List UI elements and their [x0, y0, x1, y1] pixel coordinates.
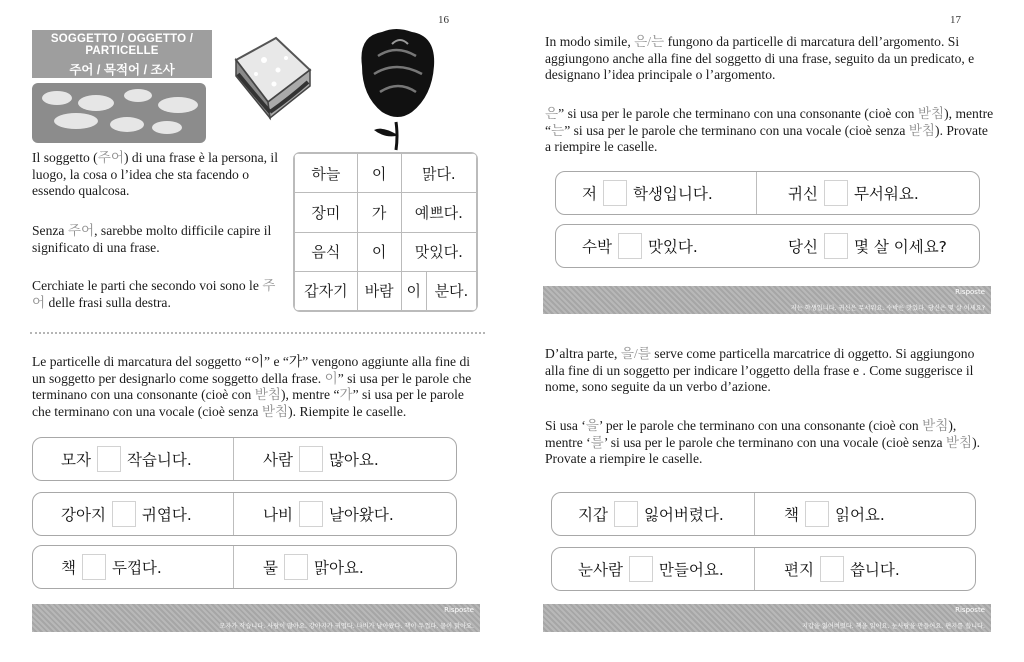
- word-cell[interactable]: 음식: [295, 232, 358, 271]
- answer-box[interactable]: [820, 556, 844, 582]
- table-row: [295, 271, 477, 310]
- object-particles-paragraph: D’altra parte, 을/를 serve come particella marcatrice di oggetto. Si aggiungono alla fine di un soggetto per indicare l’oggetto della frase e . Come suggerisce il nome, sono seguite da un verbo d’azione.: [545, 346, 975, 394]
- word-cell[interactable]: 바람: [357, 271, 401, 310]
- answer-box[interactable]: [299, 446, 323, 472]
- answer-box[interactable]: [629, 556, 653, 582]
- subject-particles-paragraph: Le particelle di marcatura del soggetto “이” e “가” vengono aggiunte alla fine di un soggetto per designarlo come soggetto della frase. 이” si usa per le parole che terminano con una consonante (cioè con 받침), mentre “가” si usa per le parole che terminano con una vocale (cioè senza 받침). Riempite le caselle.: [32, 354, 472, 419]
- exercise-row: 지갑 잃어버렸다. 책 읽어요.: [551, 492, 976, 536]
- object-usage-paragraph: Si usa ‘을’ per le parole che terminano con una consonante (cioè con 받침), mentre ‘를’ si usa per le parole che terminano con una vocale (cioè senza 받침). Provate a riempire le caselle.: [545, 418, 981, 466]
- exercise-row: 모자 작습니다. 사람 많아요.: [32, 437, 457, 481]
- word-cell[interactable]: 이: [357, 232, 401, 271]
- word-cell[interactable]: 하늘: [295, 154, 358, 193]
- chapter-title: [32, 30, 212, 78]
- chapter-title-line2: 주어 / 목적어 / 조사: [69, 63, 175, 77]
- answers-label: Risposte: [955, 288, 985, 296]
- answers-label: Risposte: [955, 606, 985, 614]
- answer-box[interactable]: [82, 554, 106, 580]
- answer-box[interactable]: [824, 180, 848, 206]
- answer-box[interactable]: [97, 446, 121, 472]
- table-row: [295, 193, 477, 232]
- answers-strip-right-2: [543, 604, 991, 632]
- exercise-row: 저 학생입니다. 귀신 무서워요.: [555, 171, 980, 215]
- intro-paragraph-3: Cerchiate le parti che secondo voi sono le 주어 delle frasi sulla destra.: [32, 278, 276, 310]
- answers-strip-right-1: [543, 286, 991, 314]
- word-cell[interactable]: 맛있다.: [401, 232, 476, 271]
- answer-box[interactable]: [284, 554, 308, 580]
- intro-paragraph-1: Il soggetto (주어) di una frase è la persona, il luogo, la cosa o l’idea che sta facendo o essendo qualcosa.: [32, 150, 278, 198]
- word-cell[interactable]: 가: [357, 193, 401, 232]
- answer-box[interactable]: [824, 233, 848, 259]
- chapter-title-line1: SOGGETTO / OGGETTO / PARTICELLE: [50, 33, 194, 57]
- answers-text: 지갑을 잃어버렸다. 책을 읽어요. 눈사람을 만들어요. 편지를 씁니다.: [801, 623, 985, 630]
- exercise-row: 수박 맛있다. 당신 몇 살 이세요?: [555, 224, 980, 268]
- topic-particles-paragraph: In modo simile, 은/는 fungono da particelle di marcatura dell’argomento. Si aggiungono anche alla fine del soggetto di una frase, seguito da un predicato, e designano l’idea principale o l’argomento.: [545, 34, 975, 82]
- toast-sandwich-icon: [216, 30, 316, 130]
- answer-box[interactable]: [805, 501, 829, 527]
- sky-clouds-icon: [32, 83, 206, 143]
- exercise-row: 눈사람 만들어요. 편지 씁니다.: [551, 547, 976, 591]
- table-row: [295, 232, 477, 271]
- rose-icon: [352, 26, 442, 151]
- word-cell[interactable]: 분다.: [426, 271, 476, 310]
- answer-box[interactable]: [614, 501, 638, 527]
- subject-word-table: [293, 152, 478, 312]
- page-number-left: 16: [438, 14, 449, 26]
- word-cell[interactable]: 맑다.: [401, 154, 476, 193]
- exercise-row: 강아지 귀엽다. 나비 날아왔다.: [32, 492, 457, 536]
- answers-label: Risposte: [444, 606, 474, 614]
- topic-usage-paragraph: 은” si usa per le parole che terminano con una consonante (cioè con 받침), mentre “는” si usa per le parole che terminano con una vocale (cioè senza 받침). Provate a riempire le caselle.: [545, 106, 994, 154]
- intro-paragraph-2: Senza 주어, sarebbe molto difficile capire il significato di una frase.: [32, 223, 272, 255]
- answer-box[interactable]: [112, 501, 136, 527]
- word-cell[interactable]: 이: [357, 154, 401, 193]
- word-cell[interactable]: 장미: [295, 193, 358, 232]
- answer-box[interactable]: [299, 501, 323, 527]
- word-cell[interactable]: 예쁘다.: [401, 193, 476, 232]
- table-row: [295, 154, 477, 193]
- answers-text: 모자가 작습니다. 사람이 많아요. 강아지가 귀엽다. 나비가 날아왔다. 책이 두껍다. 물이 맑아요.: [219, 623, 474, 630]
- word-cell[interactable]: 이: [401, 271, 426, 310]
- word-cell[interactable]: 갑자기: [295, 271, 358, 310]
- answers-strip-left: [32, 604, 480, 632]
- answer-box[interactable]: [603, 180, 627, 206]
- answers-text: 저는 학생입니다. 귀신은 무서워요. 수박은 맛있다. 당신은 몇 살 이세요?: [790, 305, 985, 312]
- answer-box[interactable]: [618, 233, 642, 259]
- section-divider: [30, 332, 485, 334]
- page-number-right: 17: [950, 14, 961, 26]
- exercise-row: 책 두껍다. 물 맑아요.: [32, 545, 457, 589]
